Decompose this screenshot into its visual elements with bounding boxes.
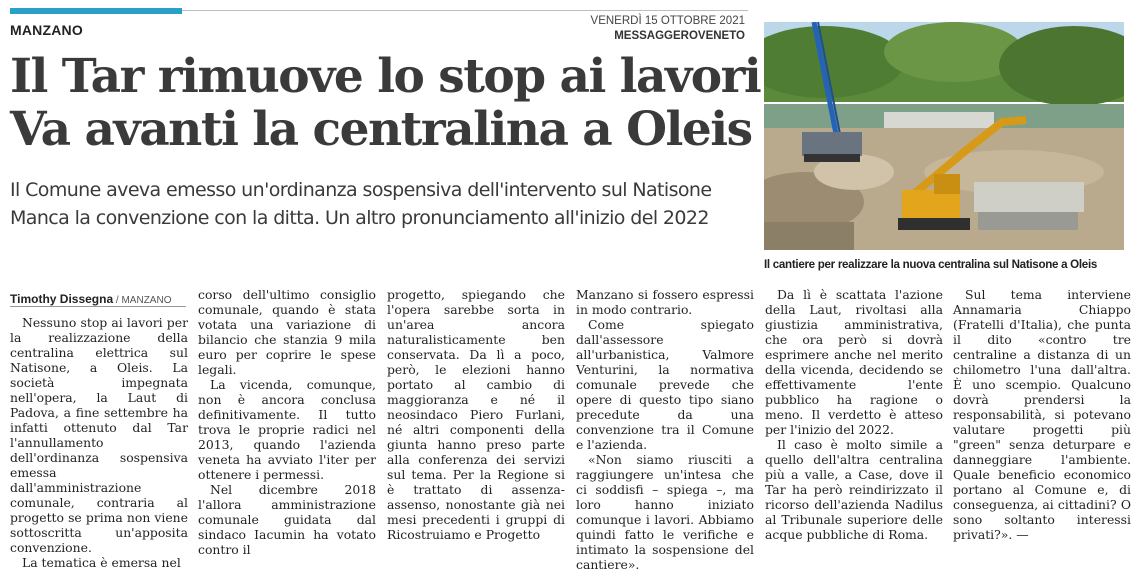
paragraph: La vicenda, comunque, non è ancora conclusa definitivamente. Il tutto trova le proprie radici nel 2013, quando l'azienda veneta ha avviato l'iter per ottenere i permessi. — [198, 377, 376, 482]
byline-rule — [10, 306, 186, 307]
paragraph: Il caso è molto simile a quello dell'altra centralina più a valle, a Case, dove il Tar ha però reindirizzato il ricorso dell'azienda Nadilus al Tribunale superiore delle acque pubbliche di Roma. — [765, 437, 943, 542]
article-column-2 — [198, 287, 376, 557]
photo-caption: Il cantiere per realizzare la nuova centralina sul Natisone a Oleis — [764, 258, 1098, 271]
article-column-5 — [765, 287, 943, 542]
paragraph: corso dell'ultimo consiglio comunale, quando è stata votata una variazione di bilancio che stanzia 9 mila euro per coprire le spese legali. — [198, 287, 376, 377]
headline-line-2: Va avanti la centralina a Oleis — [10, 102, 752, 157]
subheadline-line-2: Manca la convenzione con la ditta. Un altro pronunciamento all'inizio del 2022 — [10, 207, 709, 229]
paragraph: Sul tema interviene Annamaria Chiappo (Fratelli d'Italia), che punta il dito «contro tre centraline a distanza di un chilometro l'una dall'altra. È uno scempio. Qualcuno dovrà prendersi la responsabilità, si potevano valutare progetti più "green" senza deturpare e danneggiare l'ambiente. Quale beneficio economico portano al Comune e, di conseguenza, ai cittadini? O sono soltanto interessi privati?». — — [953, 287, 1131, 542]
article-column-6 — [953, 287, 1131, 542]
headline-line-1: Il Tar rimuove lo stop ai lavori — [10, 49, 761, 104]
header-rule — [182, 10, 748, 11]
paragraph: Manzano si fossero espressi in modo contrario. — [576, 287, 754, 317]
publication-date: VENERDÌ 15 OTTOBRE 2021 — [590, 15, 745, 27]
article-column-4 — [576, 287, 754, 572]
dateline — [591, 14, 745, 44]
article-column-3 — [387, 287, 565, 542]
paragraph: «Non siamo riusciti a raggiungere un'intesa che ci soddisfi – spiega –, ma loro hanno iniziato comunque i lavori. Abbiamo quindi fatto le verifiche e intimato la sospensione del cantiere». — [576, 452, 754, 572]
paragraph: Nel dicembre 2018 l'allora amministrazione comunale guidata dal sindaco Iacumin ha votato contro il — [198, 482, 376, 557]
article-column-1 — [10, 315, 188, 570]
headline — [10, 49, 761, 157]
byline — [10, 292, 171, 306]
construction-site-photo — [764, 22, 1124, 250]
subheadline — [10, 176, 755, 232]
section-label: MANZANO — [10, 22, 83, 38]
paragraph: progetto, spiegando che l'opera sarebbe sorta in un'area ancora naturalisticamente ben conservata. Da lì a poco, però, le elezioni hanno portato al cambio di maggioranza e né il neosindaco Piero Furlani, né altri componenti della giunta hanno preso parte alla conferenza dei servizi sul tema. Per la Regione si è trattato di assenza-assenso, nonostante già nei mesi precedenti i gruppi di Ricostruiamo e Progetto — [387, 287, 565, 542]
newspaper-name: MESSAGGEROVENETO — [614, 30, 745, 42]
paragraph: Da lì è scattata l'azione della Laut, rivoltasi alla giustizia amministrativa, che ora però si dovrà esprimere anche nel merito della vicenda, decidendo se effettivamente l'ente pubblico ha ragione o meno. Il verdetto è atteso per l'inizio del 2022. — [765, 287, 943, 437]
author-name: Timothy Dissegna — [10, 292, 114, 306]
byline-location: / MANZANO — [113, 295, 172, 306]
paragraph: La tematica è emersa nel — [22, 555, 181, 570]
subheadline-line-1: Il Comune aveva emesso un'ordinanza sospensiva dell'intervento sul Natisone — [10, 179, 712, 201]
photo-illustration — [764, 22, 1124, 250]
paragraph: Come spiegato dall'assessore all'urbanistica, Valmore Venturini, la normativa comunale prevede che opere di questo tipo siano precedute da una convenzione tra il Comune e l'azienda. — [576, 317, 754, 452]
paragraph: Nessuno stop ai lavori per la realizzazione della centralina elettrica sul Natisone, a Oleis. La società impegnata nell'opera, la Laut di Padova, a fine settembre ha infatti ottenuto dal Tar l'annullamento dell'ordinanza sospensiva emessa dall'amministrazione comunale, contraria al progetto se prima non viene sottoscritta un'apposita convenzione. — [10, 315, 188, 555]
section-accent-bar — [10, 8, 182, 14]
